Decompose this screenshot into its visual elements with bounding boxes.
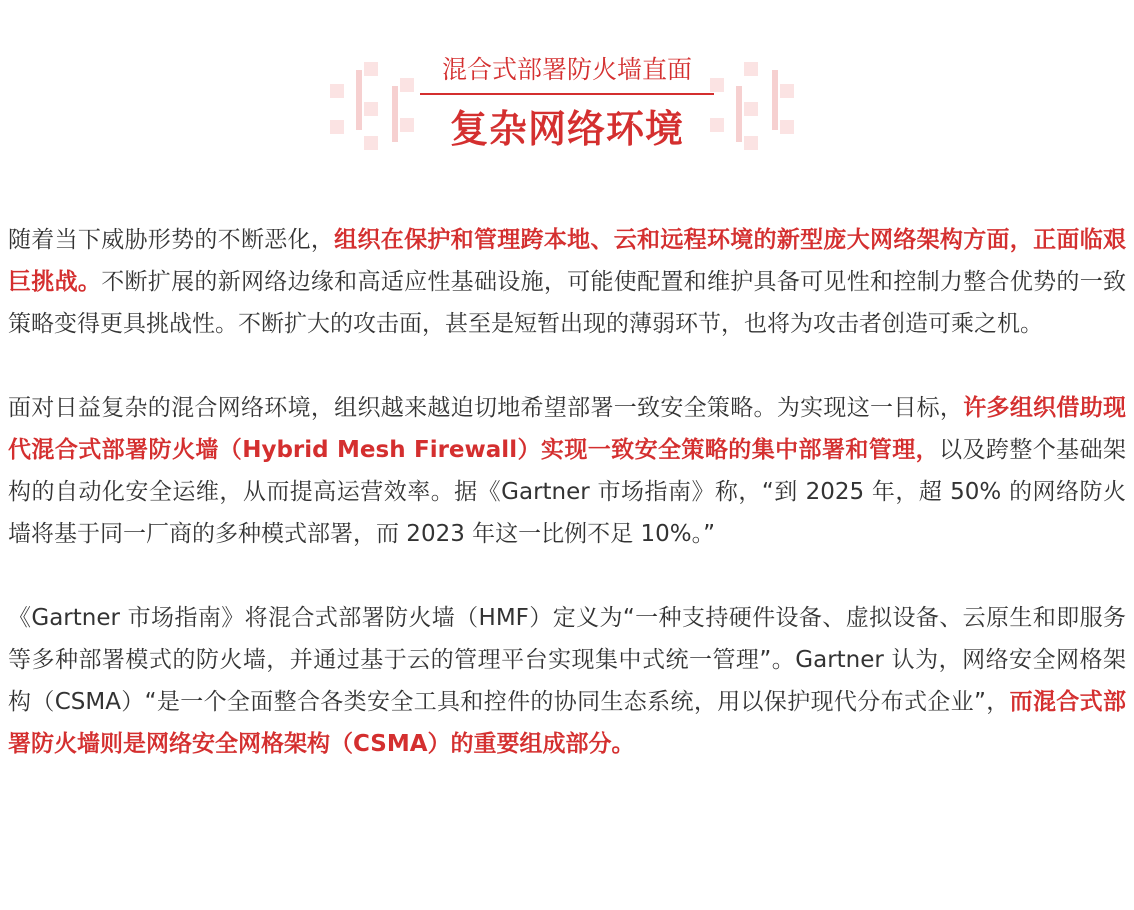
paragraph-1 [8,219,1126,345]
highlight-segment: 而混合式部署防火墙则是网络安全网格架构（CSMA）的重要组成部分。 [8,689,1126,757]
section-title: 复杂网络环境 [449,107,684,151]
article-body [8,219,1126,807]
highlight-segment: 组织在保护和管理跨本地、云和远程环境的新型庞大网络架构方面，正面临艰巨挑战。 [8,227,1127,295]
title-underline [420,93,714,95]
text-segment: 不断扩展的新网络边缘和高适应性基础设施，可能使配置和维护具备可见性和控制力整合优势的一致策略变得更具挑战性。不断扩大的攻击面，甚至是短暂出现的薄弱环节，也将为攻击者创造可乘之机。 [8,269,1127,337]
highlight-segment: 许多组织借助现代混合式部署防火墙（Hybrid Mesh Firewall）实现一致安全策略的集中部署和管理， [8,395,1127,463]
text-segment: 以及跨整个基础架构的自动化安全运维，从而提高运营效率。据《Gartner 市场指南》称，“到 2025 年，超 50% 的网络防火墙将基于同一厂商的多种模式部署，而 2023 年这一比例不足 10%。” [8,437,1127,547]
text-segment: 随着当下威胁形势的不断恶化， [8,227,335,253]
text-segment: 面对日益复杂的混合网络环境，组织越来越迫切地希望部署一致安全策略。为实现这一目标， [8,395,964,421]
section-subtitle: 混合式部署防火墙直面 [441,55,692,84]
section-header [0,0,1134,175]
paragraph-3 [8,597,1126,765]
text-segment: 《Gartner 市场指南》将混合式部署防火墙（HMF）定义为“一种支持硬件设备、虚拟设备、云原生和即服务等多种部署模式的防火墙，并通过基于云的管理平台实现集中式统一管理”。Gartner 认为，网络安全网格架构（CSMA）“是一个全面整合各类安全工具和控件的协同生态系统，用以保护现代分布式企业”， [8,605,1126,715]
paragraph-2 [8,387,1126,555]
